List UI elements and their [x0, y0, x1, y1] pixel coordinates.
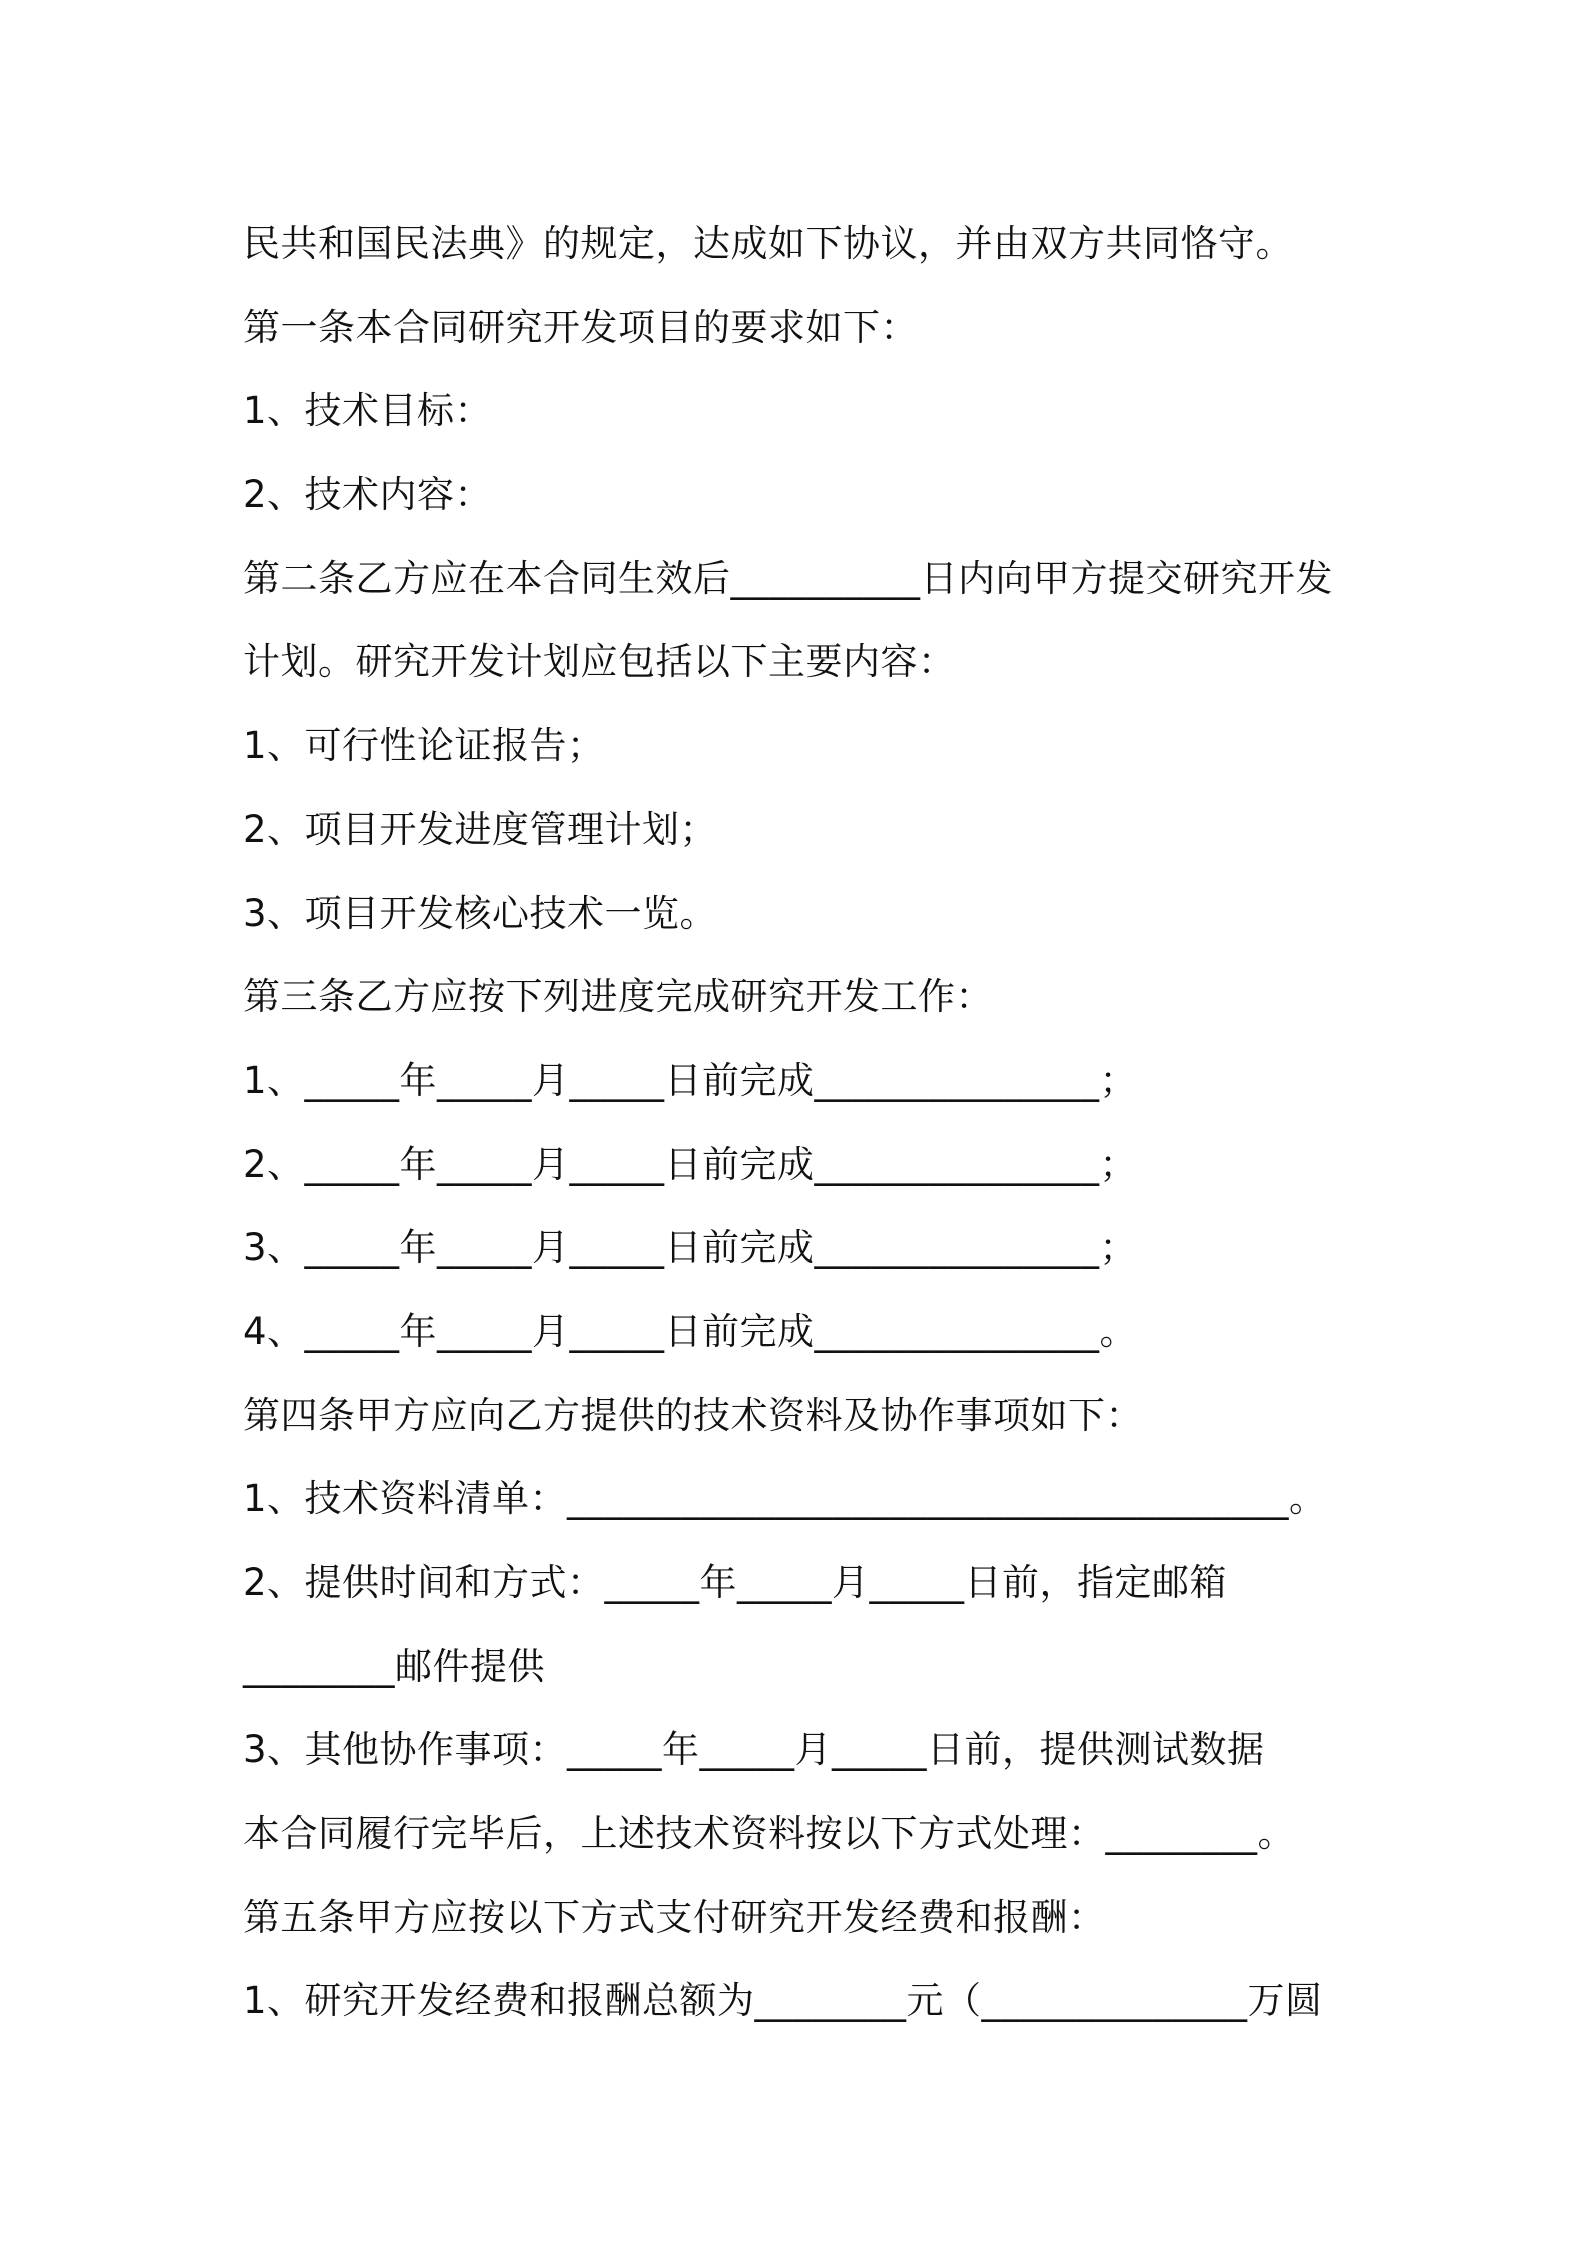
list-item: 3、项目开发核心技术一览。: [243, 891, 718, 935]
article-3-heading: 第三条乙方应按下列进度完成研究开发工作：: [243, 975, 993, 1019]
article-1-heading: 第一条本合同研究开发项目的要求如下：: [243, 305, 918, 349]
schedule-item: 1、_____年_____月_____日前完成_______________；: [243, 1058, 1138, 1102]
list-item: 1、技术资料清单：______________________________________。: [243, 1477, 1327, 1521]
schedule-item: 3、_____年_____月_____日前完成_______________；: [243, 1226, 1138, 1270]
text-line: 计划。研究开发计划应包括以下主要内容：: [243, 640, 956, 684]
list-item: 2、提供时间和方式：_____年_____月_____日前，指定邮箱: [243, 1561, 1228, 1604]
list-item: 2、技术内容：: [243, 473, 493, 517]
schedule-item: 4、_____年_____月_____日前完成_______________。: [243, 1309, 1138, 1353]
list-item: 1、可行性论证报告；: [243, 724, 605, 768]
list-item: 1、研究开发经费和报酬总额为________元（______________万圆: [243, 1979, 1323, 2023]
article-4-heading: 第四条甲方应向乙方提供的技术资料及协作事项如下：: [243, 1393, 1143, 1437]
article-2-heading: 第二条乙方应在本合同生效后__________日内向甲方提交研究开发: [243, 556, 1333, 600]
schedule-item: 2、_____年_____月_____日前完成_______________；: [243, 1142, 1138, 1186]
text-line: 本合同履行完毕后，上述技术资料按以下方式处理：________。: [243, 1812, 1295, 1856]
list-item: 1、技术目标：: [243, 389, 493, 433]
list-item: 2、项目开发进度管理计划；: [243, 807, 718, 851]
article-5-heading: 第五条甲方应按以下方式支付研究开发经费和报酬：: [243, 1895, 1106, 1939]
contract-text-body: [243, 202, 1373, 2043]
list-item: 3、其他协作事项：_____年_____月_____日前，提供测试数据: [243, 1728, 1265, 1772]
text-line: ________邮件提供: [243, 1644, 545, 1688]
text-line: 民共和国民法典》的规定，达成如下协议，并由双方共同恪守。: [243, 222, 1293, 265]
